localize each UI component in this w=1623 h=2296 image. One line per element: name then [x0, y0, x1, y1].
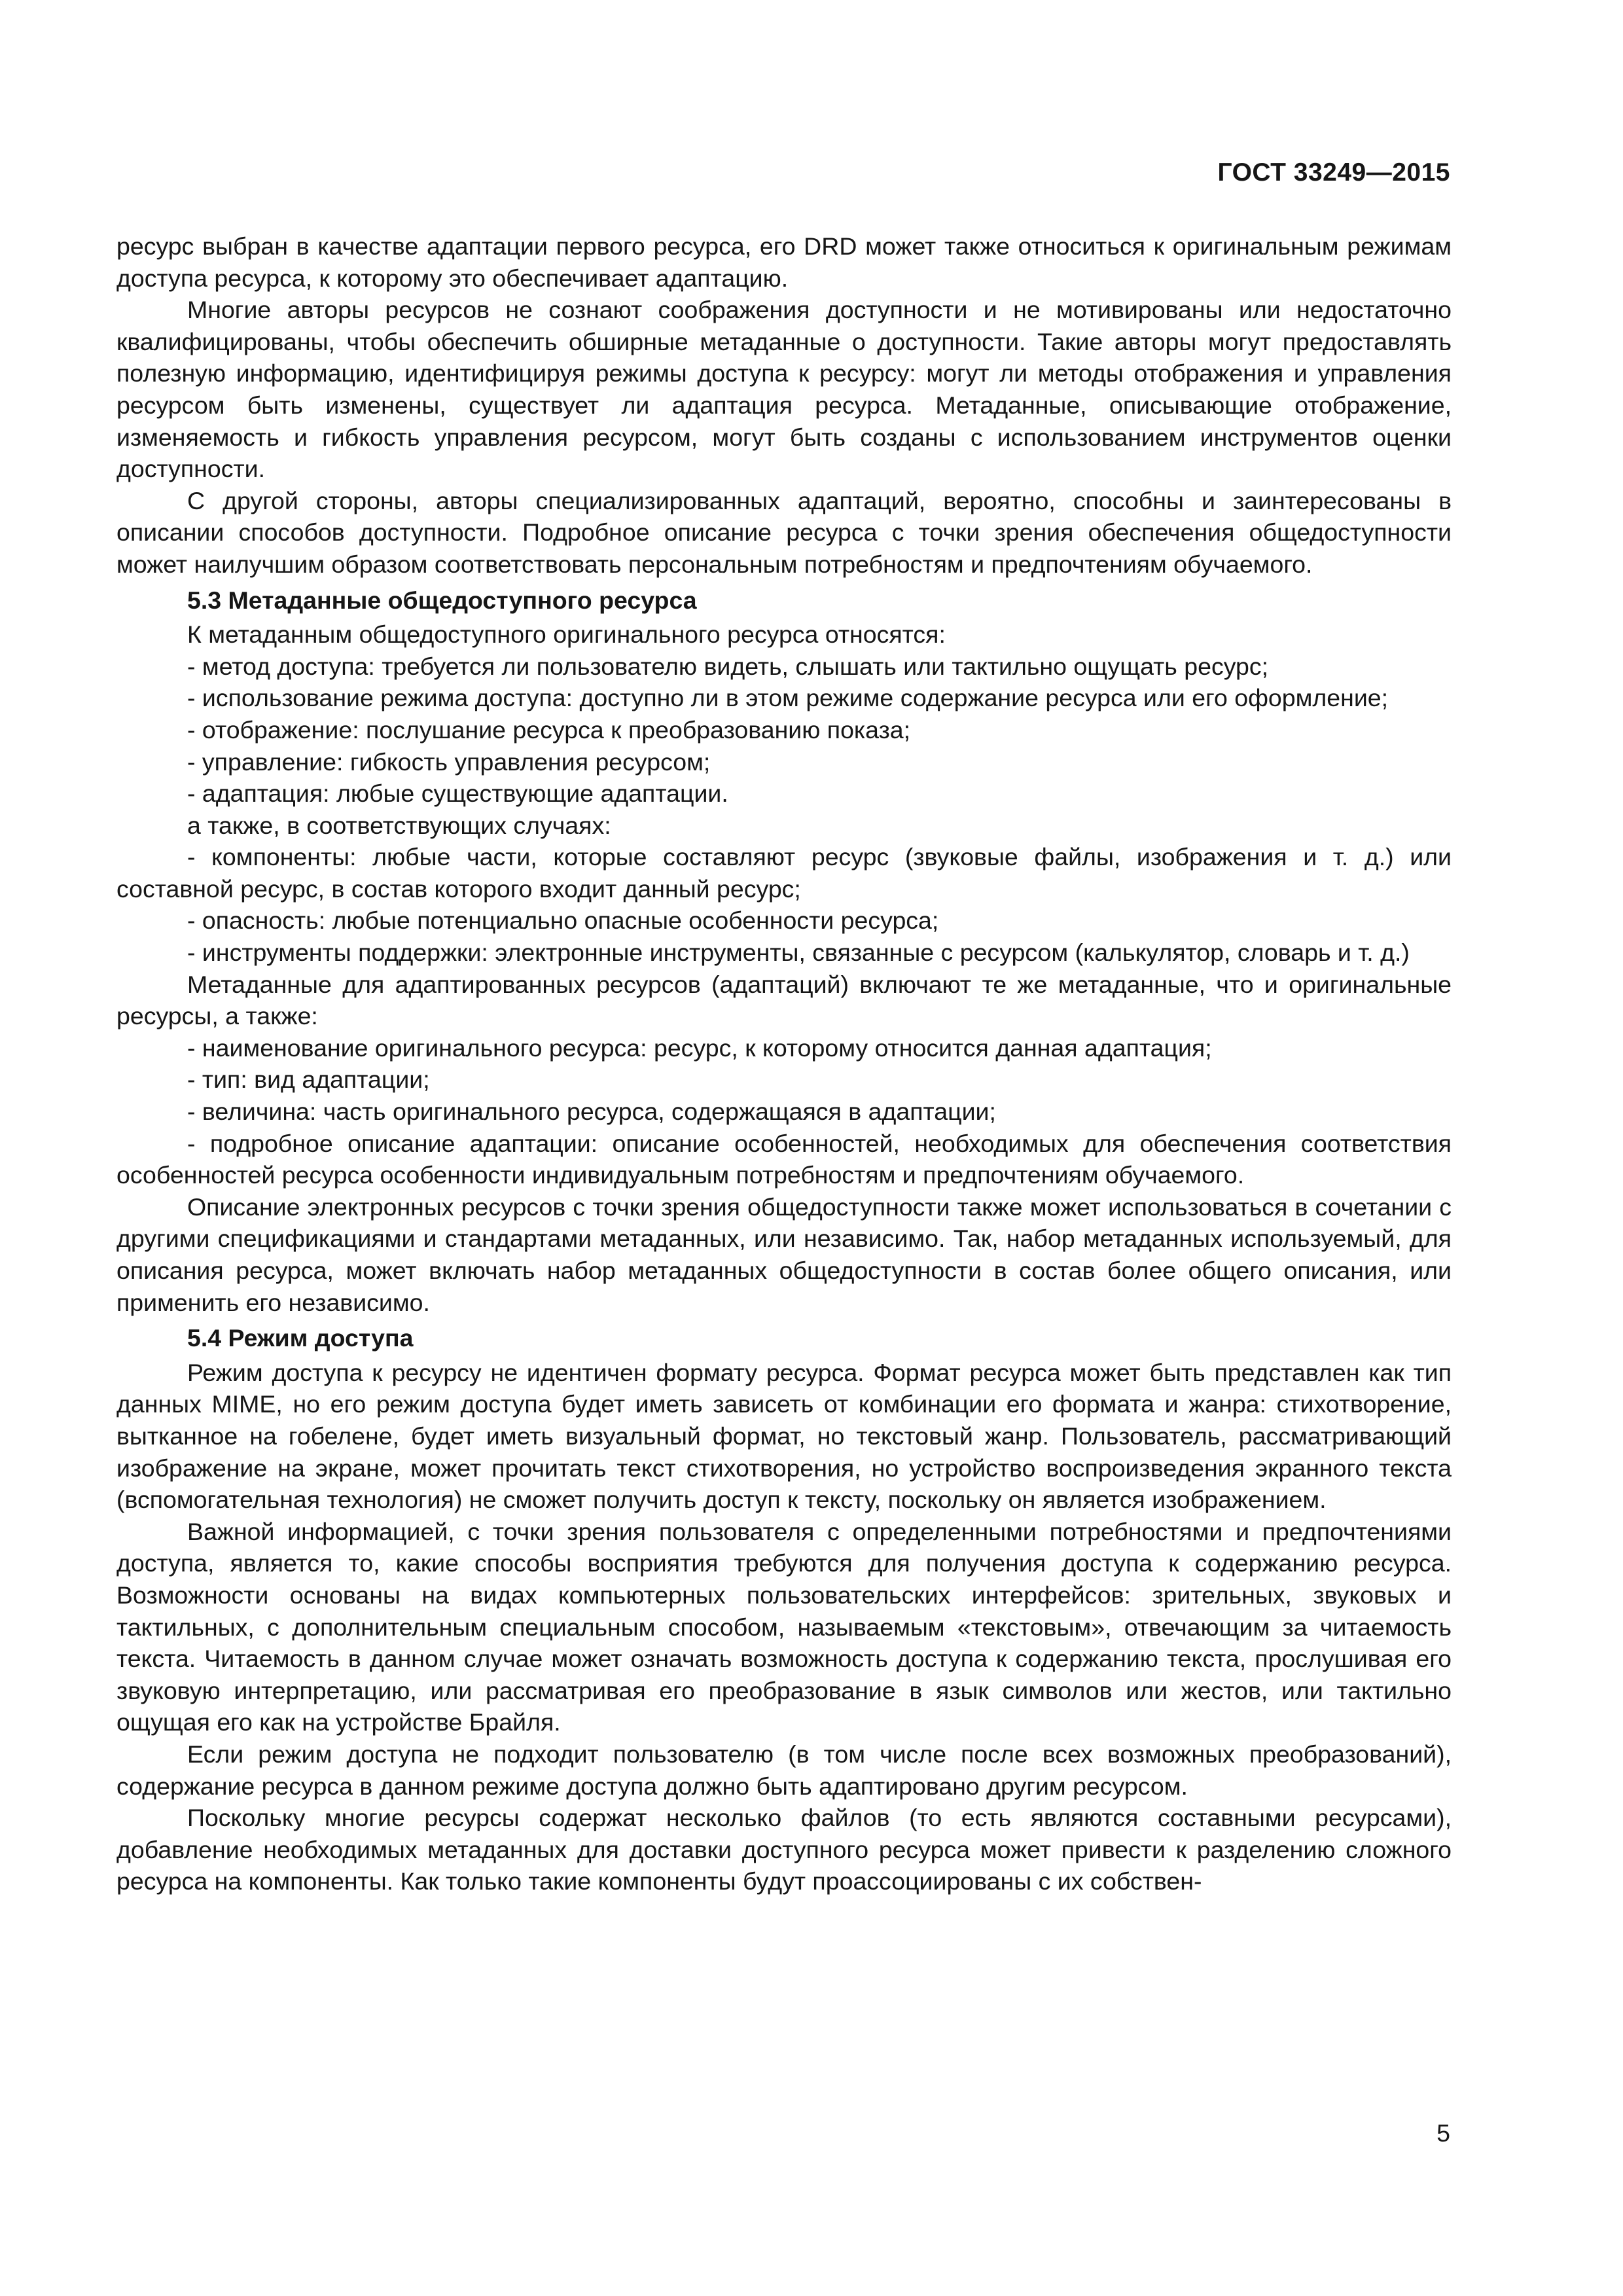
document-body [116, 230, 1452, 1897]
paragraph: Метаданные для адаптированных ресурсов (адаптаций) включают те же метаданные, что и оригинальные ресурсы, а также: [116, 970, 1452, 1030]
list-item: - наименование оригинального ресурса: ресурс, к которому относится данная адаптация; [187, 1033, 1212, 1062]
paragraph: Режим доступа к ресурсу не идентичен формату ресурса. Формат ресурса может быть представлен как тип данных MIME, но его режим доступа будет иметь зависеть от комбинации его формата и жанра: стихотворение, вытканное на гобелене, будет иметь визуальный формат, но текстовый жанр. Пользователь, рассматривающий изображение на экране, может прочитать текст стихотворения, но устройство воспроизведения экранного текста (вспомогательная технология) не сможет получить доступ к тексту, поскольку он является изображением. [116, 1358, 1452, 1514]
paragraph: К метаданным общедоступного оригинального ресурса относятся: [187, 620, 946, 649]
paragraph: Если режим доступа не подходит пользователю (в том числе после всех возможных преобразований), содержание ресурса в данном режиме доступа должно быть адаптировано другим ресурсом. [116, 1740, 1452, 1800]
page-number: 5 [1436, 2119, 1450, 2147]
list-item: - подробное описание адаптации: описание особенностей, необходимых для обеспечения соответствия особенностей ресурса особенности индивидуальным потребностям и предпочтениям обучаемого. [116, 1129, 1452, 1189]
paragraph: ресурс выбран в качестве адаптации первого ресурса, его DRD может также относиться к оригинальным режимам доступа ресурса, к которому это обеспечивает адаптацию. [116, 232, 1452, 292]
paragraph: а также, в соответствующих случаях: [187, 811, 611, 839]
list-item: - тип: вид адаптации; [187, 1066, 430, 1094]
section-heading-5-3: 5.3 Метаданные общедоступного ресурса [187, 586, 697, 614]
list-item: - инструменты поддержки: электронные инструменты, связанные с ресурсом (калькулятор, словарь и т. д.) [187, 939, 1410, 967]
document-header: ГОСТ 33249—2015 [1217, 158, 1450, 187]
paragraph: Описание электронных ресурсов с точки зрения общедоступности также может использоваться в сочетании с другими спецификациями и стандартами метаданных, или независимо. Так, набор метаданных используемый, для описания ресурса, может включать набор метаданных общедоступности в состав более общего описания, или применить его независимо. [116, 1193, 1452, 1316]
paragraph: Важной информацией, с точки зрения пользователя с определенными потребностями и предпочтениями доступа, является то, какие способы восприятия требуются для получения доступа к содержанию ресурса. Возможности основаны на видах компьютерных пользовательских интерфейсов: зрительных, звуковых и тактильных, с дополнительным специальным способом, называемым «текстовым», отвечающим за читаемость текста. Читаемость в данном случае может означать возможность доступа к содержанию текста, прослушивая его звуковую интерпретацию, или рассматривая его преобразование в язык символов или жестов, или тактильно ощущая его как на устройстве Брайля. [116, 1517, 1452, 1736]
list-item: - метод доступа: требуется ли пользователю видеть, слышать или тактильно ощущать ресурс; [187, 652, 1269, 680]
section-heading-5-4: 5.4 Режим доступа [187, 1324, 414, 1352]
list-item: - компоненты: любые части, которые составляют ресурс (звуковые файлы, изображения и т. д.) или составной ресурс, в состав которого входит данный ресурс; [116, 843, 1452, 903]
list-item: - использование режима доступа: доступно ли в этом режиме содержание ресурса или его оформление; [187, 684, 1389, 712]
list-item: - отображение: послушание ресурса к преобразованию показа; [187, 715, 911, 744]
list-item: - опасность: любые потенциально опасные особенности ресурса; [187, 906, 939, 935]
list-item: - адаптация: любые существующие адаптации. [187, 780, 728, 808]
paragraph: Многие авторы ресурсов не сознают соображения доступности и не мотивированы или недостаточно квалифицированы, чтобы обеспечить обширные метаданные о доступности. Такие авторы могут предоставлять полезную информацию, идентифицируя режимы доступа к ресурсу: могут ли методы отображения и управления ресурсом быть изменены, существует ли адаптация ресурса. Метаданные, описывающие отображение, изменяемость и гибкость управления ресурсом, могут быть созданы с использованием инструментов оценки доступности. [116, 296, 1452, 483]
list-item: - управление: гибкость управления ресурсом; [187, 747, 711, 776]
paragraph: С другой стороны, авторы специализированных адаптаций, вероятно, способны и заинтересованы в описании способов доступности. Подробное описание ресурса с точки зрения обеспечения общедоступности может наилучшим образом соответствовать персональным потребностям и предпочтениям обучаемого. [116, 486, 1452, 578]
list-item: - величина: часть оригинального ресурса, содержащаяся в адаптации; [187, 1098, 996, 1126]
paragraph: Поскольку многие ресурсы содержат несколько файлов (то есть являются составными ресурсами), добавление необходимых метаданных для доставки доступного ресурса может привести к разделению сложного ресурса на компоненты. Как только такие компоненты будут проассоциированы с их собствен- [116, 1804, 1452, 1895]
